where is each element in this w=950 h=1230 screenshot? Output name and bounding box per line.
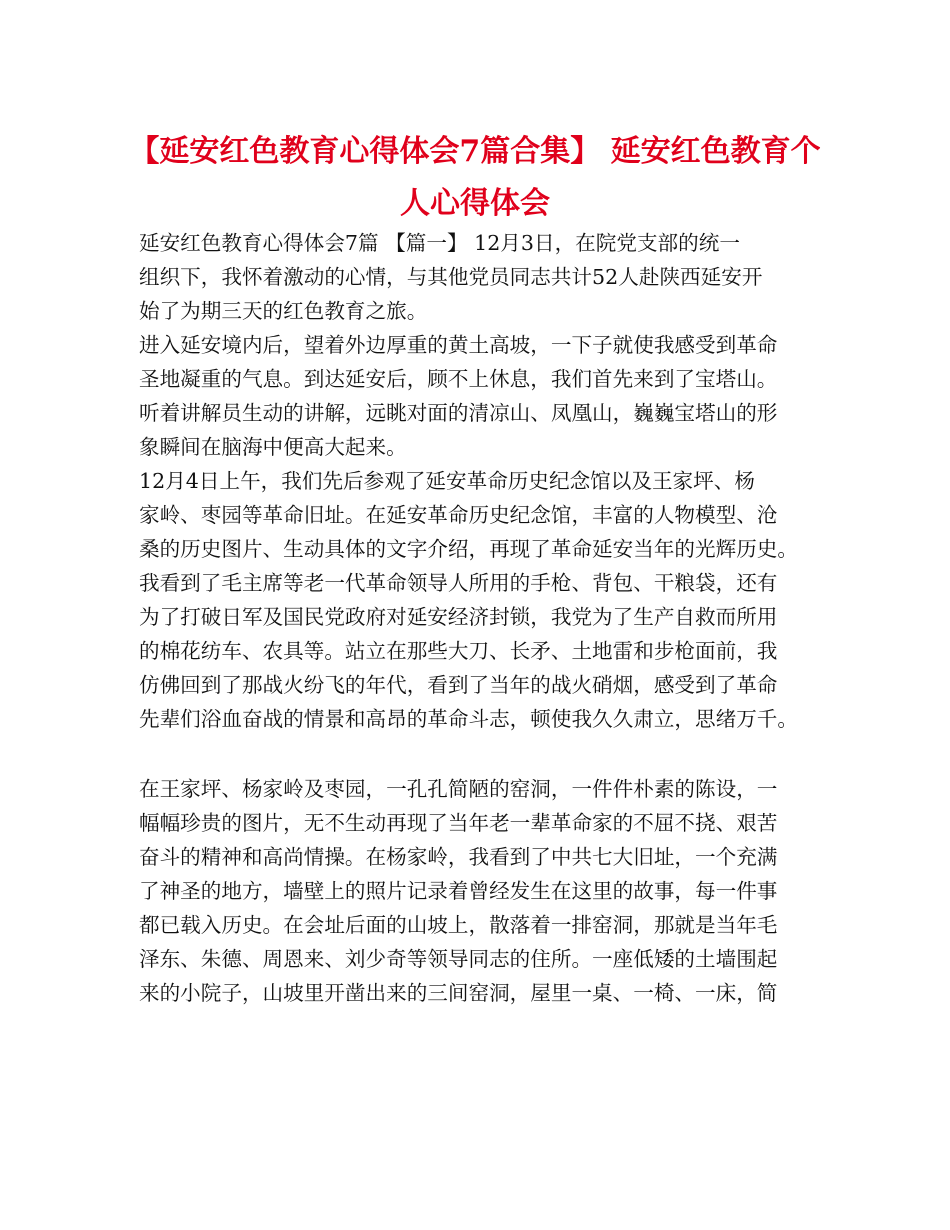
body-line: 始了为期三天的红色教育之旅。	[139, 299, 428, 323]
body-line: 都已载入历史。在会址后面的山坡上，散落着一排窑洞，那就是当年毛	[139, 913, 778, 937]
body-line: 仿佛回到了那战火纷飞的年代，看到了当年的战火硝烟，感受到了革命	[139, 673, 778, 697]
document-title-line-1: 【延安红色教育心得体会7篇合集】 延安红色教育个	[129, 134, 821, 169]
body-line: 在王家坪、杨家岭及枣园，一孔孔简陋的窑洞，一件件朴素的陈设，一	[139, 777, 778, 801]
body-line: 圣地凝重的气息。到达延安后，顾不上休息，我们首先来到了宝塔山。	[139, 367, 778, 391]
body-line: 桑的历史图片、生动具体的文字介绍，再现了革命延安当年的光辉历史。	[139, 537, 798, 561]
body-line: 进入延安境内后，望着外边厚重的黄土高坡，一下子就使我感受到革命	[139, 333, 778, 357]
body-line: 象瞬间在脑海中便高大起来。	[139, 435, 407, 459]
body-line: 我看到了毛主席等老一代革命领导人所用的手枪、背包、干粮袋，还有	[139, 571, 778, 595]
body-line: 为了打破日军及国民党政府对延安经济封锁，我党为了生产自救而所用	[139, 605, 778, 629]
body-line: 家岭、枣园等革命旧址。在延安革命历史纪念馆，丰富的人物模型、沧	[139, 503, 778, 527]
body-line: 泽东、朱德、周恩来、刘少奇等领导同志的住所。一座低矮的土墙围起	[139, 947, 778, 971]
document-title-line-2: 人心得体会	[400, 186, 550, 221]
body-line: 奋斗的精神和高尚情操。在杨家岭，我看到了中共七大旧址，一个充满	[139, 845, 778, 869]
body-line: 12月4日上午，我们先后参观了延安革命历史纪念馆以及王家坪、杨	[139, 469, 755, 493]
body-line: 来的小院子，山坡里开凿出来的三间窑洞，屋里一桌、一椅、一床，简	[139, 981, 778, 1005]
body-line: 了神圣的地方，墙壁上的照片记录着曾经发生在这里的故事，每一件事	[139, 879, 778, 903]
body-line: 听着讲解员生动的讲解，远眺对面的清凉山、凤凰山，巍巍宝塔山的形	[139, 401, 778, 425]
body-line: 先辈们浴血奋战的情景和高昂的革命斗志，顿使我久久肃立，思绪万千。	[139, 707, 798, 731]
body-line: 延安红色教育心得体会7篇 【篇一】 12月3日，在院党支部的统一	[139, 231, 740, 255]
body-line: 的棉花纺车、农具等。站立在那些大刀、长矛、土地雷和步枪面前，我	[139, 639, 778, 663]
body-line: 组织下，我怀着激动的心情，与其他党员同志共计52人赴陕西延安开	[139, 265, 763, 289]
body-line: 幅幅珍贵的图片，无不生动再现了当年老一辈革命家的不屈不挠、艰苦	[139, 811, 778, 835]
